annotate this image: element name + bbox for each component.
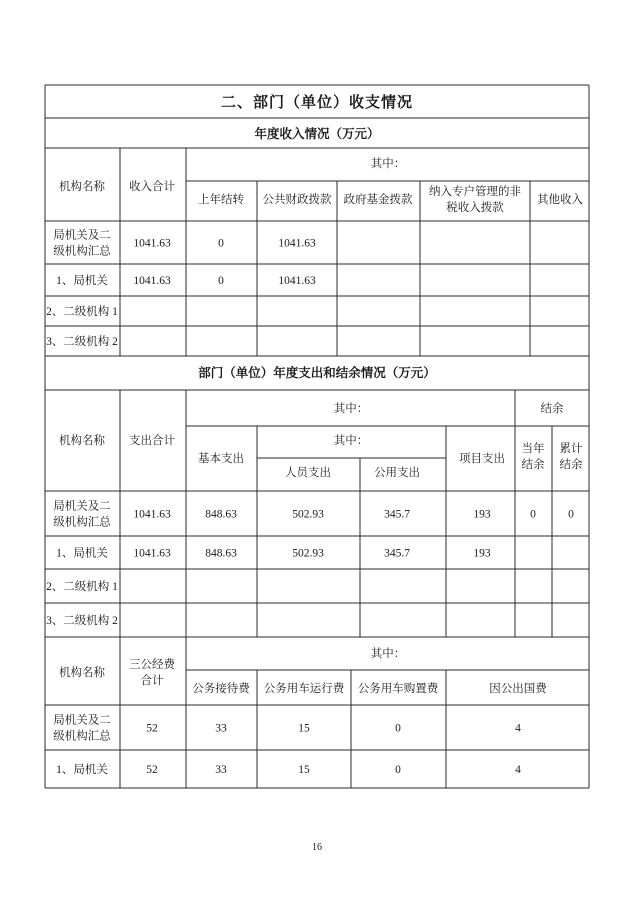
expense-row-value: 1041.63 (133, 547, 171, 560)
expense-col-total: 支出合计 (129, 435, 175, 447)
sangong-row-value: 4 (515, 764, 521, 776)
expense-row-value: 345.7 (384, 547, 410, 560)
sangong-row-value: 15 (298, 764, 310, 776)
expense-row-value: 848.63 (205, 508, 237, 521)
expense-row-value: 193 (473, 508, 491, 521)
expense-row-value: 345.7 (384, 508, 410, 521)
expense-balance-header: 结余 (540, 403, 564, 415)
income-row-value: 0 (218, 275, 224, 287)
income-subcolumn-header: 上年结转 (198, 194, 244, 206)
income-row-name: 局机关及二 (53, 229, 111, 242)
income-row-value: 1041.63 (133, 275, 171, 287)
sangong-col-total-label: 合计 (140, 675, 164, 687)
sangong-row-value: 52 (146, 764, 158, 776)
expense-row-value: 502.93 (292, 508, 324, 521)
expense-row-value: 848.63 (205, 547, 237, 560)
expense-row-value: 0 (568, 508, 574, 521)
sangong-rows (53, 713, 521, 777)
income-subcolumn-header: 税收入拨款 (446, 202, 504, 214)
sangong-row-value: 52 (146, 722, 158, 735)
income-row-name: 1、局机关 (56, 275, 108, 287)
expense-row-value: 502.93 (292, 547, 324, 560)
expense-personnel-header: 人员支出 (285, 467, 331, 479)
income-subcolumn-header: 政府基金拨款 (343, 194, 413, 206)
income-of-which: 其中： (370, 158, 406, 170)
page-title: 二、部门（单位）收支情况 (220, 95, 414, 111)
expense-cumulative-balance-header: 结余 (559, 459, 583, 471)
income-subcolumn-headers (198, 184, 583, 214)
income-row-value: 1041.63 (133, 237, 171, 250)
expense-row-name: 3、二级机构 2 (46, 615, 118, 627)
sangong-row-value: 15 (298, 722, 310, 735)
sangong-col-org: 机构名称 (59, 667, 105, 679)
sangong-subcolumn-header: 公务用车购置费 (357, 683, 439, 695)
sangong-row-name: 局机关及二 (53, 714, 111, 727)
income-col-total: 收入合计 (129, 181, 175, 193)
income-subcolumn-header: 公共财政拨款 (262, 194, 332, 206)
income-subcolumn-header: 纳入专户管理的非 (429, 186, 521, 198)
expense-row-name: 级机构汇总 (53, 516, 111, 529)
sangong-subcolumn-header: 公务用车运行费 (263, 683, 345, 695)
sangong-subcolumn-headers (192, 681, 547, 695)
income-row-value: 1041.63 (278, 237, 316, 250)
expense-row-value: 0 (530, 508, 536, 521)
sangong-row-value: 0 (395, 764, 401, 776)
page-number: 16 (312, 842, 322, 853)
income-row-name: 3、二级机构 2 (46, 336, 118, 348)
expense-col-org: 机构名称 (59, 435, 105, 447)
sangong-row-value: 0 (395, 722, 401, 735)
sangong-row-value: 33 (215, 722, 227, 735)
income-row-value: 0 (218, 237, 224, 250)
income-row-name: 级机构汇总 (53, 245, 111, 258)
expense-public-use-header: 公用支出 (374, 467, 420, 479)
expense-row-name: 1、局机关 (56, 547, 108, 560)
expense-rows (46, 499, 574, 628)
sangong-row-name: 级机构汇总 (53, 730, 111, 743)
expense-basic-of-which: 其中： (333, 435, 369, 447)
expense-row-value: 1041.63 (133, 508, 171, 521)
expense-current-balance-header: 结余 (521, 459, 545, 471)
income-col-org: 机构名称 (59, 181, 105, 193)
expense-row-value: 193 (473, 547, 491, 560)
income-row-value: 1041.63 (278, 275, 316, 287)
expense-current-balance-header: 当年 (521, 443, 545, 455)
expense-basic-header: 基本支出 (198, 453, 244, 465)
expense-project-header: 项目支出 (459, 453, 505, 465)
sangong-row-value: 4 (515, 722, 521, 735)
income-heading: 年度收入情况（万元） (254, 127, 380, 141)
sangong-col-total (129, 657, 175, 687)
expense-of-which: 其中： (333, 403, 369, 415)
income-subcolumn-header: 其他收入 (537, 194, 583, 206)
sangong-subcolumn-header: 因公出国费 (489, 683, 547, 695)
sangong-row-value: 33 (215, 764, 227, 776)
sangong-col-total-label: 三公经费 (129, 659, 175, 671)
income-row-name: 2、二级机构 1 (46, 306, 118, 318)
expense-row-name: 局机关及二 (53, 500, 111, 513)
income-rows (46, 228, 316, 349)
expense-row-name: 2、二级机构 1 (46, 581, 118, 593)
expense-heading: 部门（单位）年度支出和结余情况（万元） (198, 366, 436, 380)
sangong-of-which: 其中： (370, 648, 406, 660)
sangong-subcolumn-header: 公务接待费 (192, 683, 250, 695)
expense-cumulative-balance-header: 累计 (559, 443, 583, 455)
sangong-row-name: 1、局机关 (56, 764, 108, 776)
